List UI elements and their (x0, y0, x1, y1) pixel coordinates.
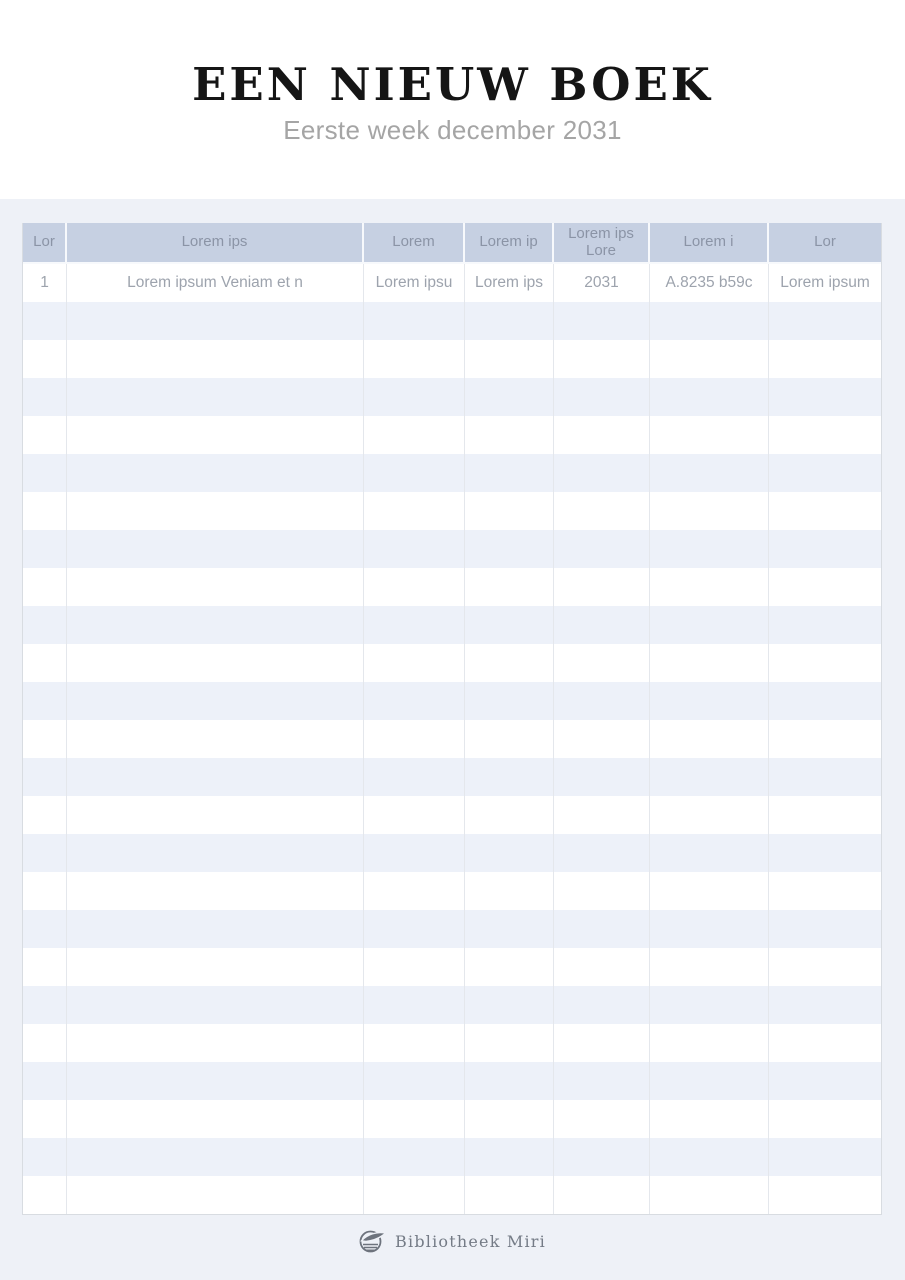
table-cell (554, 302, 650, 340)
table-cell (650, 302, 769, 340)
table-cell (554, 454, 650, 492)
column-header: Lorem (364, 223, 465, 264)
library-logo-icon (359, 1228, 386, 1254)
table-cell (465, 1100, 554, 1138)
table-cell (465, 682, 554, 720)
table-cell (769, 758, 881, 796)
table-cell (554, 416, 650, 454)
table-cell (67, 302, 364, 340)
table-cell (67, 1176, 364, 1214)
table-cell (769, 986, 881, 1024)
table-cell (769, 568, 881, 606)
table-cell (554, 682, 650, 720)
table-cell (23, 378, 67, 416)
table-cell (67, 682, 364, 720)
table-cell (67, 1062, 364, 1100)
table-cell (67, 378, 364, 416)
table-cell (23, 948, 67, 986)
table-cell (23, 606, 67, 644)
table-cell (67, 568, 364, 606)
column-header: Lorem ip (465, 223, 554, 264)
table-cell (465, 454, 554, 492)
table-cell (364, 1024, 465, 1062)
table-row-empty (23, 454, 881, 492)
table-cell (67, 758, 364, 796)
table-cell (364, 492, 465, 530)
table-cell (67, 530, 364, 568)
table-cell (554, 758, 650, 796)
table-cell (364, 606, 465, 644)
table-cell (650, 1062, 769, 1100)
table-cell (364, 834, 465, 872)
table-cell (769, 834, 881, 872)
column-header: Lor (23, 223, 67, 264)
table-cell (465, 416, 554, 454)
table-cell (364, 644, 465, 682)
table-cell: Lorem ipsum (780, 274, 870, 291)
table-cell (364, 378, 465, 416)
table-cell (769, 302, 881, 340)
table-row-empty (23, 682, 881, 720)
table-row-empty (23, 986, 881, 1024)
table-cell: A.8235 b59c (650, 264, 769, 302)
table-cell (650, 796, 769, 834)
table-cell (23, 986, 67, 1024)
table-cell (769, 606, 881, 644)
table-cell (67, 454, 364, 492)
document-header (0, 0, 905, 199)
table-cell: Lorem ipsu (364, 264, 465, 302)
table-cell (465, 872, 554, 910)
table-cell (364, 1062, 465, 1100)
table-cell (23, 302, 67, 340)
table-cell (23, 910, 67, 948)
table-cell (769, 872, 881, 910)
table-row-empty (23, 910, 881, 948)
table-cell (465, 910, 554, 948)
table-cell (465, 340, 554, 378)
table-cell (23, 1024, 67, 1062)
table-cell (769, 1176, 881, 1214)
table-cell (364, 1138, 465, 1176)
table-cell (650, 340, 769, 378)
table-row-empty (23, 606, 881, 644)
table-row-empty (23, 568, 881, 606)
table-cell (23, 492, 67, 530)
table-cell (769, 1100, 881, 1138)
table-cell (364, 416, 465, 454)
table-cell (364, 302, 465, 340)
page-title: EEN NIEUW BOEK (192, 58, 713, 111)
table-cell (650, 872, 769, 910)
table-row-empty (23, 1062, 881, 1100)
table-row-empty (23, 948, 881, 986)
table-cell (769, 340, 881, 378)
table-cell (364, 568, 465, 606)
table-cell (364, 872, 465, 910)
table-cell: Lorem ipsum Veniam et n (67, 264, 364, 302)
table-cell (769, 948, 881, 986)
table-cell (67, 986, 364, 1024)
table-row-empty (23, 872, 881, 910)
table-cell (769, 454, 881, 492)
table-cell (67, 796, 364, 834)
table-cell (364, 682, 465, 720)
table-cell (23, 416, 67, 454)
column-header: Lorem ips (67, 223, 364, 264)
table-cell (67, 1100, 364, 1138)
table-cell (650, 1024, 769, 1062)
table-row-empty (23, 834, 881, 872)
books-table-container (22, 223, 882, 1215)
table-cell (650, 1138, 769, 1176)
table-cell (650, 606, 769, 644)
table-cell (465, 720, 554, 758)
table-cell (554, 1176, 650, 1214)
table-cell (650, 1176, 769, 1214)
table-cell: 1 (23, 264, 67, 302)
table-cell (769, 910, 881, 948)
table-cell (554, 720, 650, 758)
page-subtitle: Eerste week december 2031 (283, 114, 622, 145)
table-cell (554, 378, 650, 416)
table-row-empty (23, 302, 881, 340)
table-cell (554, 872, 650, 910)
table-cell (554, 986, 650, 1024)
table-cell (67, 416, 364, 454)
table-cell (554, 910, 650, 948)
table-cell (23, 530, 67, 568)
table-cell (67, 872, 364, 910)
table-cell (465, 796, 554, 834)
table-cell (650, 454, 769, 492)
table-cell (650, 492, 769, 530)
table-cell (554, 1100, 650, 1138)
column-header: Lorem i (650, 223, 769, 264)
table-cell (465, 492, 554, 530)
table-cell (769, 1138, 881, 1176)
table-cell (364, 948, 465, 986)
table-cell (67, 910, 364, 948)
table-row-empty (23, 1176, 881, 1214)
table-row-empty (23, 530, 881, 568)
table-cell (465, 302, 554, 340)
table-cell (650, 568, 769, 606)
table-cell (67, 340, 364, 378)
table-cell (554, 1062, 650, 1100)
table-row-empty (23, 1100, 881, 1138)
table-cell (67, 720, 364, 758)
table-cell (554, 1024, 650, 1062)
table-row-empty (23, 1024, 881, 1062)
table-cell (769, 416, 881, 454)
table-cell (23, 1100, 67, 1138)
table-cell (769, 682, 881, 720)
table-cell (23, 1062, 67, 1100)
column-header: Lor (769, 223, 881, 264)
table-row-empty (23, 644, 881, 682)
table-cell (23, 644, 67, 682)
table-cell (23, 682, 67, 720)
table-cell (554, 340, 650, 378)
books-table (23, 223, 881, 1214)
table-cell (769, 644, 881, 682)
table-cell (465, 378, 554, 416)
table-cell (650, 644, 769, 682)
table-cell (67, 1138, 364, 1176)
table-cell (650, 378, 769, 416)
table-cell (650, 758, 769, 796)
table-cell (364, 910, 465, 948)
table-cell (465, 986, 554, 1024)
table-cell (554, 606, 650, 644)
table-cell (554, 948, 650, 986)
table-cell (650, 986, 769, 1024)
table-cell (364, 986, 465, 1024)
table-cell (465, 568, 554, 606)
table-cell (364, 454, 465, 492)
table-row (23, 264, 881, 302)
table-cell (554, 492, 650, 530)
table-cell (465, 948, 554, 986)
table-cell (650, 416, 769, 454)
table-cell (769, 1062, 881, 1100)
table-cell (23, 720, 67, 758)
table-cell (67, 948, 364, 986)
table-cell (67, 834, 364, 872)
table-cell (650, 720, 769, 758)
table-cell (364, 1176, 465, 1214)
table-cell (554, 796, 650, 834)
table-cell (650, 834, 769, 872)
table-cell: 2031 (554, 264, 650, 302)
table-cell (364, 720, 465, 758)
table-cell (23, 1176, 67, 1214)
table-cell (67, 1024, 364, 1062)
table-header-row (23, 223, 881, 264)
table-cell (67, 644, 364, 682)
table-cell (769, 1024, 881, 1062)
table-row-empty (23, 416, 881, 454)
table-cell (650, 530, 769, 568)
table-cell (465, 1024, 554, 1062)
table-row-empty (23, 340, 881, 378)
table-cell (23, 758, 67, 796)
table-cell (465, 1062, 554, 1100)
table-cell (67, 606, 364, 644)
table-cell (23, 872, 67, 910)
table-cell (364, 758, 465, 796)
table-row-empty (23, 758, 881, 796)
table-cell (769, 492, 881, 530)
table-cell (554, 568, 650, 606)
table-cell (465, 644, 554, 682)
table-cell: Lorem ips (465, 264, 554, 302)
table-cell (67, 492, 364, 530)
table-cell (650, 948, 769, 986)
table-cell (769, 530, 881, 568)
table-row-empty (23, 1138, 881, 1176)
document-footer (0, 1228, 905, 1254)
table-row-empty (23, 378, 881, 416)
table-cell (554, 644, 650, 682)
table-cell (650, 910, 769, 948)
table-cell (364, 530, 465, 568)
table-cell (769, 796, 881, 834)
table-cell (650, 1100, 769, 1138)
table-cell (554, 530, 650, 568)
table-cell (465, 1176, 554, 1214)
table-cell (465, 1138, 554, 1176)
table-cell (554, 834, 650, 872)
table-row-empty (23, 492, 881, 530)
column-header: Lorem ips Lore (554, 223, 650, 264)
table-cell (23, 1138, 67, 1176)
table-cell (23, 834, 67, 872)
table-cell (465, 758, 554, 796)
table-cell (23, 340, 67, 378)
footer-brand: Bibliotheek Miri (395, 1231, 546, 1251)
table-cell (364, 1100, 465, 1138)
table-cell (554, 1138, 650, 1176)
table-cell (364, 796, 465, 834)
table-cell (23, 568, 67, 606)
table-cell (465, 606, 554, 644)
table-cell (769, 720, 881, 758)
table-cell (465, 530, 554, 568)
table-row-empty (23, 796, 881, 834)
table-cell (465, 834, 554, 872)
table-row-empty (23, 720, 881, 758)
table-cell (23, 454, 67, 492)
table-cell (650, 682, 769, 720)
table-cell (23, 796, 67, 834)
table-cell (769, 378, 881, 416)
table-cell (364, 340, 465, 378)
